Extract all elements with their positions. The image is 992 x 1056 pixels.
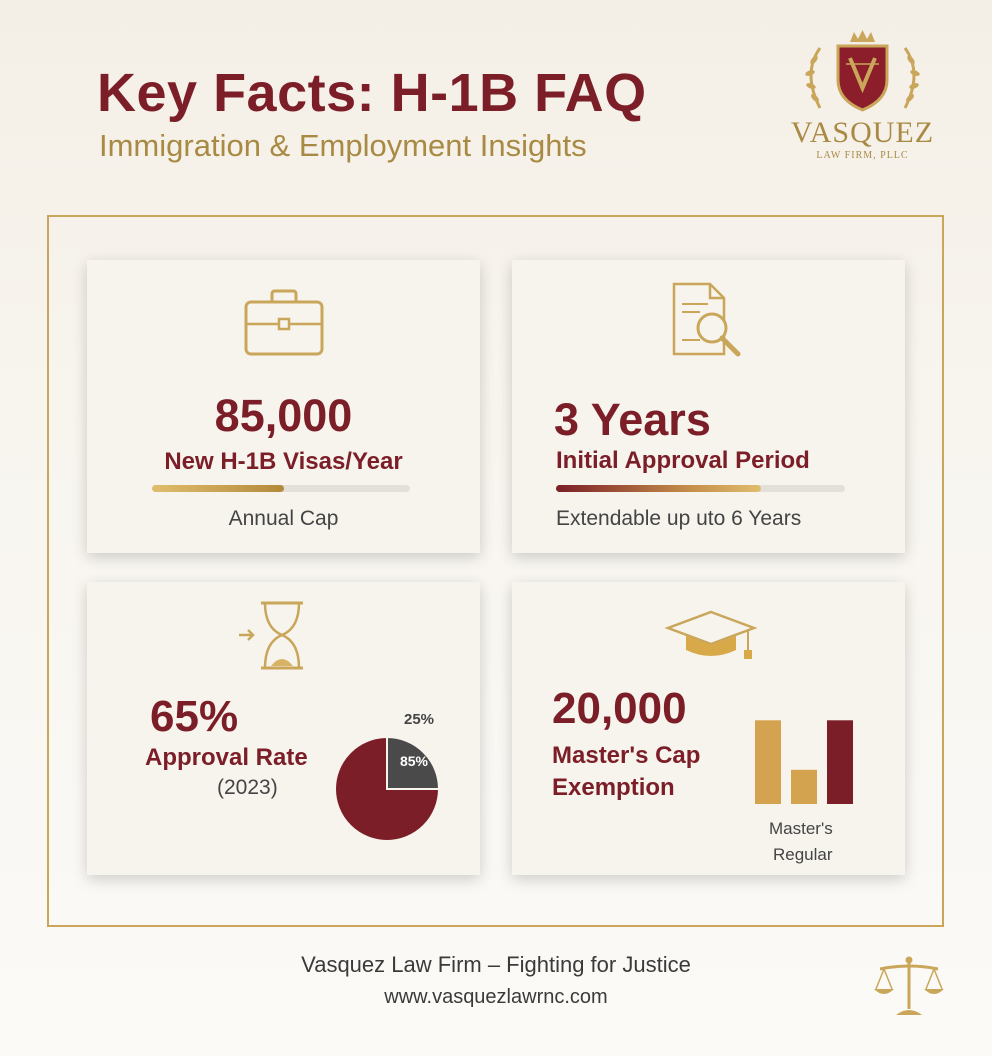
bar-0 <box>755 720 781 804</box>
bar-1 <box>791 770 817 804</box>
approval-period-progress-fill <box>556 485 761 492</box>
document-search-icon <box>670 282 746 360</box>
masters-cap-bar-chart <box>752 710 862 810</box>
visa-cap-label: New H-1B Visas/Year <box>164 448 403 475</box>
visa-cap-card <box>87 260 480 553</box>
footer-website-link[interactable]: www.vasquezlawrnc.com <box>384 986 608 1008</box>
firm-logo <box>780 28 945 168</box>
masters-cap-label-1: Master's Cap <box>552 742 701 769</box>
masters-cap-card <box>512 582 905 875</box>
approval-rate-label: Approval Rate <box>145 744 308 771</box>
approval-period-value: 3 Years <box>554 394 711 445</box>
pie-slice-label: 85% <box>399 753 429 769</box>
crest-icon <box>780 28 945 118</box>
logo-wordmark: VASQUEZ <box>790 116 935 149</box>
visa-cap-note: Annual Cap <box>228 507 339 530</box>
page-subtitle: Immigration & Employment Insights <box>99 128 587 163</box>
approval-period-progress <box>556 485 845 492</box>
bar-2 <box>827 720 853 804</box>
visa-cap-value: 85,000 <box>214 390 353 441</box>
briefcase-icon <box>242 288 326 358</box>
page-title: Key Facts: H-1B FAQ <box>97 63 647 123</box>
approval-period-card <box>512 260 905 553</box>
graduation-cap-icon <box>664 610 758 662</box>
footer-tagline: Vasquez Law Firm – Fighting for Justice <box>301 952 691 977</box>
approval-rate-value: 65% <box>150 692 239 741</box>
hourglass-icon <box>237 600 313 672</box>
scales-of-justice-icon <box>872 955 946 1017</box>
approval-rate-card <box>87 582 480 875</box>
pie-annotation-top: 25% <box>403 711 435 728</box>
bar-legend-masters: Master's <box>769 819 833 838</box>
approval-period-label: Initial Approval Period <box>556 447 810 474</box>
approval-rate-pie-chart <box>332 702 472 852</box>
visa-cap-progress-fill <box>152 485 284 492</box>
masters-cap-label-2: Exemption <box>552 774 675 801</box>
logo-subtitle: LAW FIRM, PLLC <box>816 150 909 161</box>
masters-cap-value: 20,000 <box>552 684 687 733</box>
bar-legend-regular: Regular <box>773 845 833 864</box>
visa-cap-progress <box>152 485 410 492</box>
approval-period-note: Extendable up uto 6 Years <box>556 507 802 530</box>
approval-rate-year: (2023) <box>217 776 278 799</box>
